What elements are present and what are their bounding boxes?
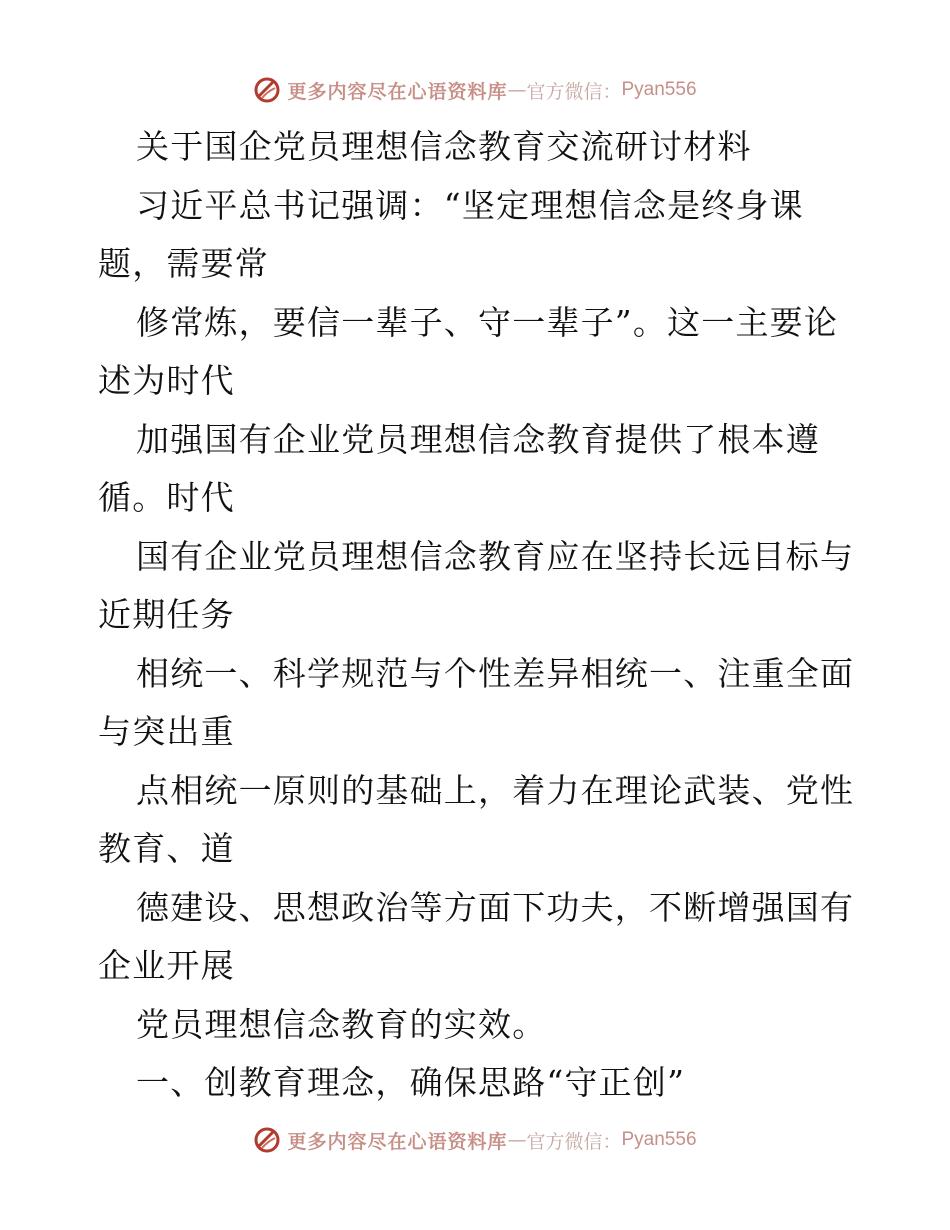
red-pen-swirl-logo-icon: [253, 76, 281, 104]
banner-handle: Pyan556: [621, 1129, 697, 1150]
header-banner: [0, 70, 950, 110]
paragraph-line: 关于国企党员理想信念教育交流研讨材料: [136, 127, 752, 166]
paragraph-line: 国有企业党员理想信念教育应在坚持长远目标与: [136, 536, 855, 576]
paragraph-line: 企业开展: [98, 946, 235, 985]
footer-banner: [0, 1120, 950, 1160]
banner-brand: 更多内容尽在心语资料库: [287, 80, 508, 103]
paragraph-line: 与突出重: [98, 712, 235, 751]
paragraph-line: 相统一、科学规范与个性差异相统一、注重全面: [136, 653, 855, 693]
paragraph-line: 近期任务: [98, 595, 235, 634]
banner-handle: Pyan556: [621, 79, 697, 100]
banner-brand: 更多内容尽在心语资料库: [287, 1130, 508, 1153]
document-body: [98, 118, 858, 1113]
paragraph-line: 题，需要常: [98, 244, 269, 283]
paragraph-line: 习近平总书记强调：“坚定理想信念是终身课: [136, 185, 804, 225]
paragraph-line: 一、创教育理念，确保思路“守正创”: [136, 1063, 686, 1102]
paragraph-line: 党员理想信念教育的实效。: [136, 1004, 547, 1044]
banner-separator: —: [507, 79, 527, 101]
paragraph-line: 教育、道: [98, 829, 235, 868]
banner-separator: —: [507, 1129, 527, 1151]
paragraph-line: 述为时代: [98, 361, 235, 400]
paragraph-line: 循。时代: [98, 478, 235, 517]
banner-wechat-label: 官方微信：: [526, 80, 622, 103]
red-pen-swirl-logo-icon: [253, 1126, 281, 1154]
paragraph-line: 加强国有企业党员理想信念教育提供了根本遵: [136, 419, 820, 459]
paragraph-line: 修常炼，要信一辈子、守一辈子”。这一主要论: [136, 302, 839, 342]
banner-wechat-label: 官方微信：: [526, 1130, 622, 1153]
paragraph-line: 点相统一原则的基础上，着力在理论武装、党性: [136, 770, 855, 810]
paragraph-line: 德建设、思想政治等方面下功夫，不断增强国有: [136, 887, 855, 927]
